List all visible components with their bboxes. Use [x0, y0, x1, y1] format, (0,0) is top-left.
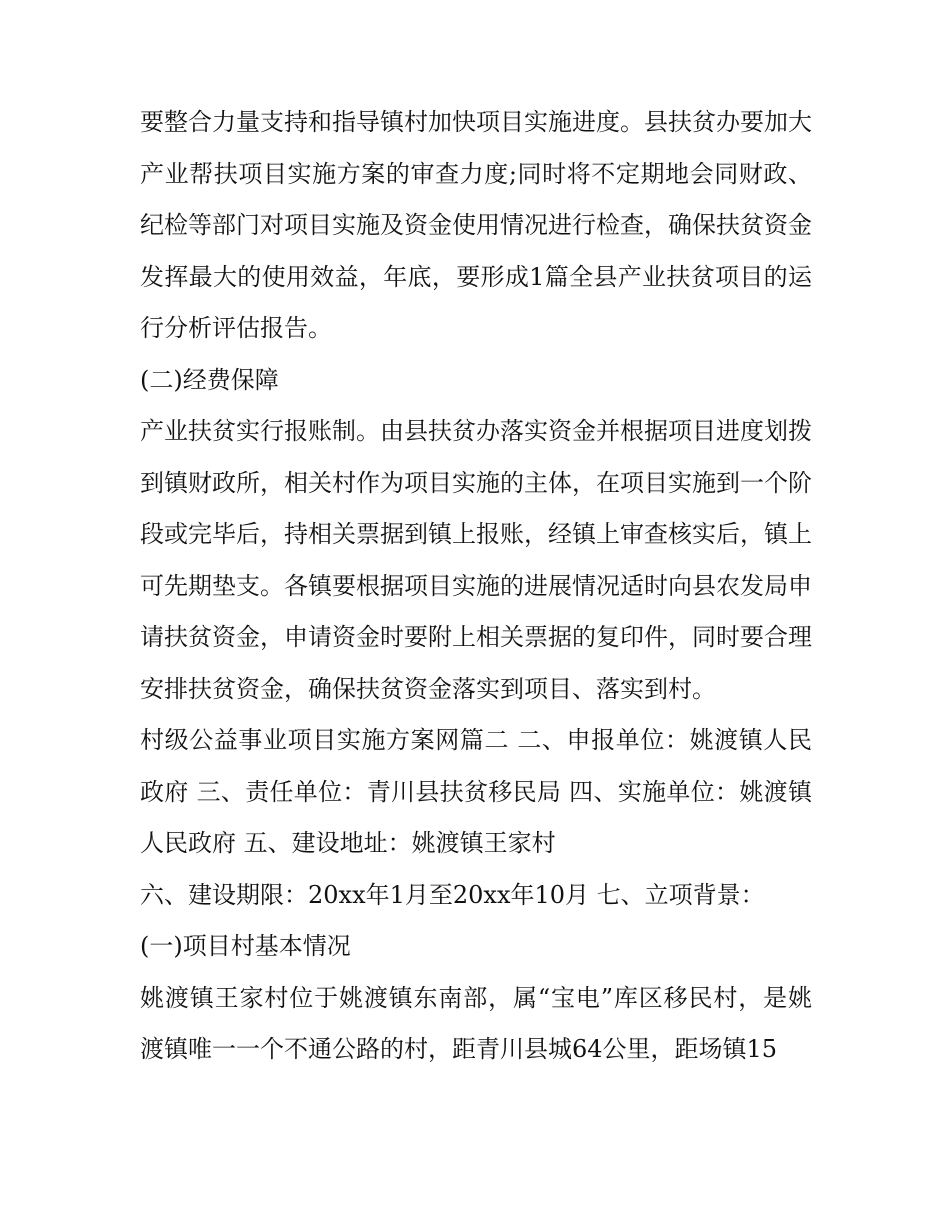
- heading-village-basic-info: (一)项目村基本情况: [140, 932, 351, 960]
- paragraph-applicant-units: 村级公益事业项目实施方案网篇二 二、申报单位：姚渡镇人民政府 三、责任单位：青川县扶贫移民局 四、实施单位：姚渡镇人民政府 五、建设地址：姚渡镇王家村: [140, 726, 812, 857]
- paragraph-project-supervision: 要整合力量支持和指导镇村加快项目实施进度。县扶贫办要加大产业帮扶项目实施方案的审查力度;同时将不定期地会同财政、纪检等部门对项目实施及资金使用情况进行检查，确保扶贫资金发挥最大的使用效益，年底，要形成1篇全县产业扶贫项目的运行分析评估报告。: [140, 108, 812, 342]
- document-page: [140, 97, 812, 1076]
- paragraph-construction-period: 六、建设期限：20xx年1月至20xx年10月 七、立项背景：: [140, 880, 765, 909]
- paragraph-reimbursement-system: 产业扶贫实行报账制。由县扶贫办落实资金并根据项目进度划拨到镇财政所，相关村作为项目实施的主体，在项目实施到一个阶段或完毕后，持相关票据到镇上报账，经镇上审查核实后，镇上可先期垫支。各镇要根据项目实施的进展情况适时向县农发局申请扶贫资金，申请资金时要附上相关票据的复印件，同时要合理安排扶贫资金，确保扶贫资金落实到项目、落实到村。: [140, 417, 812, 703]
- paragraph-village-location: 姚渡镇王家村位于姚渡镇东南部，属“宝电”库区移民村，是姚渡镇唯一一个不通公路的村，距青川县城64公里，距场镇15: [140, 983, 812, 1063]
- heading-funding-guarantee: (二)经费保障: [140, 365, 279, 394]
